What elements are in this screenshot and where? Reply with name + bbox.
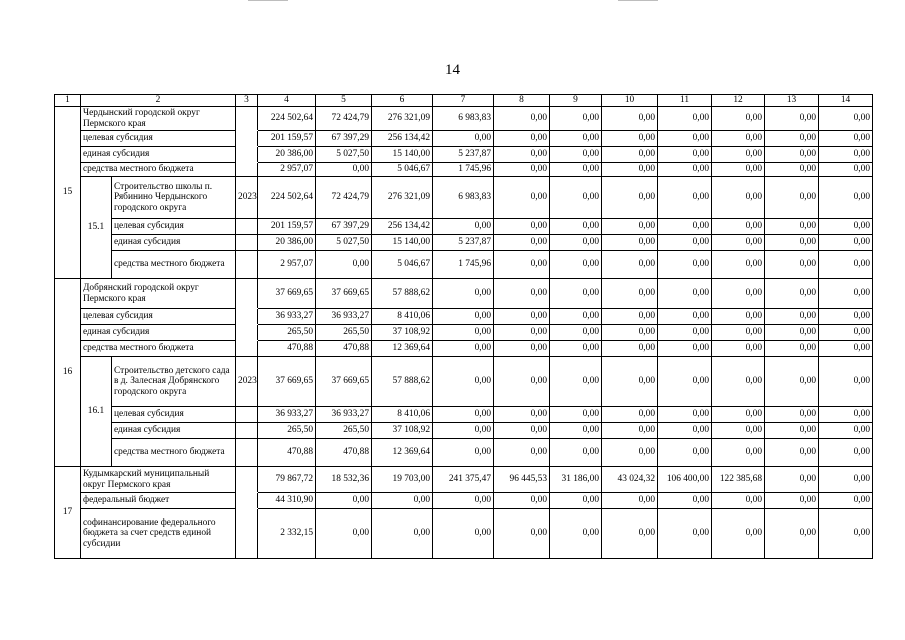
value-cell: 37 108,92 — [372, 423, 433, 439]
column-header-3: 3 — [236, 95, 258, 107]
value-cell: 0,00 — [658, 147, 712, 163]
row-label: единая субсидия — [112, 235, 236, 251]
value-cell: 0,00 — [819, 357, 873, 407]
value-cell: 31 186,00 — [550, 467, 602, 493]
value-cell: 0,00 — [550, 341, 602, 357]
table-row — [55, 341, 873, 357]
value-cell: 0,00 — [712, 509, 765, 559]
table-row — [55, 251, 873, 279]
value-cell: 0,00 — [712, 177, 765, 219]
value-cell: 0,00 — [765, 509, 819, 559]
value-cell: 0,00 — [658, 357, 712, 407]
value-cell: 241 375,47 — [433, 467, 494, 493]
value-cell: 0,00 — [433, 423, 494, 439]
value-cell: 0,00 — [712, 493, 765, 509]
value-cell: 201 159,57 — [258, 219, 316, 235]
table-row — [55, 235, 873, 251]
value-cell: 0,00 — [550, 177, 602, 219]
value-cell: 0,00 — [658, 251, 712, 279]
value-cell: 0,00 — [602, 279, 658, 309]
value-cell: 0,00 — [316, 509, 372, 559]
column-header-5: 5 — [316, 95, 372, 107]
value-cell: 0,00 — [765, 341, 819, 357]
value-cell: 0,00 — [819, 341, 873, 357]
value-cell: 0,00 — [765, 107, 819, 131]
value-cell: 0,00 — [494, 235, 550, 251]
row-number: 15 — [55, 107, 81, 279]
value-cell: 0,00 — [433, 407, 494, 423]
year-cell — [236, 423, 258, 439]
value-cell: 0,00 — [712, 357, 765, 407]
value-cell: 0,00 — [765, 325, 819, 341]
value-cell: 0,00 — [550, 509, 602, 559]
value-cell: 0,00 — [602, 325, 658, 341]
value-cell: 0,00 — [658, 439, 712, 467]
value-cell: 0,00 — [550, 131, 602, 147]
top-rule-right — [618, 0, 658, 1]
column-header-7: 7 — [433, 95, 494, 107]
value-cell: 0,00 — [658, 493, 712, 509]
subrow-number: 15.1 — [81, 177, 112, 279]
value-cell: 0,00 — [494, 407, 550, 423]
column-header-13: 13 — [765, 95, 819, 107]
value-cell: 72 424,79 — [316, 107, 372, 131]
value-cell: 0,00 — [819, 235, 873, 251]
value-cell: 18 532,36 — [316, 467, 372, 493]
value-cell: 0,00 — [550, 423, 602, 439]
value-cell: 0,00 — [765, 177, 819, 219]
value-cell: 0,00 — [602, 131, 658, 147]
value-cell: 0,00 — [658, 325, 712, 341]
value-cell: 0,00 — [819, 279, 873, 309]
value-cell: 36 933,27 — [258, 309, 316, 325]
value-cell: 5 237,87 — [433, 147, 494, 163]
table-row — [55, 325, 873, 341]
value-cell: 470,88 — [316, 439, 372, 467]
value-cell: 20 386,00 — [258, 235, 316, 251]
column-header-1: 1 — [55, 95, 81, 107]
value-cell: 0,00 — [316, 493, 372, 509]
value-cell: 0,00 — [765, 357, 819, 407]
value-cell: 0,00 — [316, 163, 372, 177]
value-cell: 0,00 — [602, 407, 658, 423]
value-cell: 0,00 — [658, 423, 712, 439]
value-cell: 0,00 — [433, 219, 494, 235]
value-cell: 0,00 — [712, 235, 765, 251]
value-cell: 0,00 — [819, 407, 873, 423]
value-cell: 0,00 — [494, 309, 550, 325]
value-cell: 0,00 — [550, 357, 602, 407]
value-cell: 0,00 — [819, 147, 873, 163]
value-cell: 0,00 — [765, 131, 819, 147]
value-cell: 0,00 — [765, 423, 819, 439]
value-cell: 0,00 — [765, 235, 819, 251]
value-cell: 0,00 — [602, 357, 658, 407]
column-header-12: 12 — [712, 95, 765, 107]
table-row — [55, 177, 873, 219]
value-cell: 0,00 — [494, 325, 550, 341]
value-cell: 0,00 — [819, 177, 873, 219]
table-row — [55, 493, 873, 509]
value-cell: 0,00 — [712, 147, 765, 163]
value-cell: 37 669,65 — [316, 357, 372, 407]
table-row — [55, 163, 873, 177]
value-cell: 0,00 — [602, 439, 658, 467]
value-cell: 0,00 — [372, 493, 433, 509]
value-cell: 0,00 — [658, 279, 712, 309]
row-label: средства местного бюджета — [81, 341, 236, 357]
value-cell: 36 933,27 — [316, 407, 372, 423]
year-cell: 2023 — [236, 357, 258, 407]
value-cell: 0,00 — [433, 509, 494, 559]
value-cell: 276 321,09 — [372, 177, 433, 219]
year-cell — [236, 467, 258, 493]
table-row — [55, 423, 873, 439]
value-cell: 0,00 — [433, 131, 494, 147]
value-cell: 0,00 — [658, 309, 712, 325]
value-cell: 0,00 — [765, 439, 819, 467]
value-cell: 0,00 — [550, 107, 602, 131]
table-row — [55, 467, 873, 493]
value-cell: 0,00 — [602, 163, 658, 177]
row-label: Добрянский городской округ Пермского края — [81, 279, 236, 309]
column-header-6: 6 — [372, 95, 433, 107]
value-cell: 0,00 — [658, 407, 712, 423]
value-cell: 1 745,96 — [433, 251, 494, 279]
value-cell: 19 703,00 — [372, 467, 433, 493]
value-cell: 2 957,07 — [258, 251, 316, 279]
value-cell: 0,00 — [712, 279, 765, 309]
value-cell: 201 159,57 — [258, 131, 316, 147]
value-cell: 0,00 — [819, 107, 873, 131]
value-cell: 0,00 — [494, 219, 550, 235]
value-cell: 0,00 — [765, 219, 819, 235]
table-row — [55, 407, 873, 423]
row-label: средства местного бюджета — [81, 163, 236, 177]
value-cell: 37 669,65 — [316, 279, 372, 309]
value-cell: 0,00 — [765, 163, 819, 177]
year-cell — [236, 509, 258, 559]
value-cell: 0,00 — [819, 309, 873, 325]
value-cell: 0,00 — [550, 147, 602, 163]
column-header-2: 2 — [81, 95, 236, 107]
value-cell: 43 024,32 — [602, 467, 658, 493]
row-label: единая субсидия — [81, 325, 236, 341]
value-cell: 0,00 — [494, 131, 550, 147]
value-cell: 0,00 — [712, 325, 765, 341]
value-cell: 265,50 — [316, 423, 372, 439]
value-cell: 0,00 — [550, 251, 602, 279]
value-cell: 67 397,29 — [316, 131, 372, 147]
value-cell: 57 888,62 — [372, 279, 433, 309]
year-cell — [236, 407, 258, 423]
value-cell: 0,00 — [602, 493, 658, 509]
row-label: целевая субсидия — [81, 309, 236, 325]
value-cell: 0,00 — [712, 131, 765, 147]
value-cell: 8 410,06 — [372, 407, 433, 423]
column-header-11: 11 — [658, 95, 712, 107]
value-cell: 0,00 — [765, 251, 819, 279]
year-cell — [236, 325, 258, 341]
row-number: 16 — [55, 279, 81, 467]
budget-table — [54, 94, 873, 559]
value-cell: 44 310,90 — [258, 493, 316, 509]
column-header-8: 8 — [494, 95, 550, 107]
value-cell: 72 424,79 — [316, 177, 372, 219]
value-cell: 0,00 — [602, 423, 658, 439]
value-cell: 0,00 — [433, 341, 494, 357]
table-row — [55, 309, 873, 325]
column-header-4: 4 — [258, 95, 316, 107]
value-cell: 276 321,09 — [372, 107, 433, 131]
year-cell — [236, 163, 258, 177]
year-cell — [236, 439, 258, 467]
value-cell: 0,00 — [550, 407, 602, 423]
row-label: средства местного бюджета — [112, 251, 236, 279]
row-label: федеральный бюджет — [81, 493, 236, 509]
value-cell: 0,00 — [819, 509, 873, 559]
value-cell: 0,00 — [819, 325, 873, 341]
value-cell: 0,00 — [433, 309, 494, 325]
year-cell: 2023 — [236, 177, 258, 219]
row-label: Строительство школы п. Рябинино Чердынского городского округа — [112, 177, 236, 219]
year-cell — [236, 219, 258, 235]
row-label: единая субсидия — [81, 147, 236, 163]
value-cell: 37 669,65 — [258, 357, 316, 407]
table-row — [55, 509, 873, 559]
row-label: Кудымкарский муниципальный округ Пермского края — [81, 467, 236, 493]
value-cell: 265,50 — [258, 423, 316, 439]
value-cell: 0,00 — [765, 279, 819, 309]
year-cell — [236, 309, 258, 325]
value-cell: 224 502,64 — [258, 107, 316, 131]
value-cell: 0,00 — [712, 309, 765, 325]
year-cell — [236, 235, 258, 251]
value-cell: 0,00 — [316, 251, 372, 279]
value-cell: 67 397,29 — [316, 219, 372, 235]
value-cell: 0,00 — [765, 147, 819, 163]
value-cell: 5 027,50 — [316, 235, 372, 251]
value-cell: 5 237,87 — [433, 235, 494, 251]
value-cell: 0,00 — [602, 219, 658, 235]
top-rule-left — [248, 0, 288, 1]
value-cell: 470,88 — [258, 439, 316, 467]
value-cell: 0,00 — [550, 279, 602, 309]
value-cell: 0,00 — [819, 439, 873, 467]
value-cell: 0,00 — [712, 163, 765, 177]
value-cell: 0,00 — [765, 467, 819, 493]
value-cell: 0,00 — [494, 279, 550, 309]
value-cell: 0,00 — [602, 309, 658, 325]
value-cell: 0,00 — [658, 177, 712, 219]
value-cell: 0,00 — [433, 439, 494, 467]
value-cell: 57 888,62 — [372, 357, 433, 407]
value-cell: 106 400,00 — [658, 467, 712, 493]
row-label: целевая субсидия — [112, 219, 236, 235]
table-row — [55, 107, 873, 131]
value-cell: 265,50 — [316, 325, 372, 341]
value-cell: 0,00 — [494, 177, 550, 219]
value-cell: 0,00 — [602, 235, 658, 251]
value-cell: 1 745,96 — [433, 163, 494, 177]
column-header-10: 10 — [602, 95, 658, 107]
value-cell: 0,00 — [602, 509, 658, 559]
value-cell: 12 369,64 — [372, 341, 433, 357]
value-cell: 0,00 — [494, 251, 550, 279]
value-cell: 470,88 — [316, 341, 372, 357]
value-cell: 0,00 — [712, 107, 765, 131]
value-cell: 0,00 — [712, 407, 765, 423]
value-cell: 0,00 — [550, 235, 602, 251]
subrow-number: 16.1 — [81, 357, 112, 467]
row-label: целевая субсидия — [112, 407, 236, 423]
value-cell: 0,00 — [658, 163, 712, 177]
value-cell: 0,00 — [433, 279, 494, 309]
value-cell: 0,00 — [658, 219, 712, 235]
value-cell: 6 983,83 — [433, 177, 494, 219]
value-cell: 0,00 — [550, 219, 602, 235]
page-number: 14 — [445, 62, 460, 78]
value-cell: 36 933,27 — [258, 407, 316, 423]
value-cell: 15 140,00 — [372, 147, 433, 163]
value-cell: 37 108,92 — [372, 325, 433, 341]
value-cell: 0,00 — [658, 107, 712, 131]
value-cell: 0,00 — [494, 509, 550, 559]
table-row — [55, 131, 873, 147]
value-cell: 0,00 — [494, 147, 550, 163]
value-cell: 2 332,15 — [258, 509, 316, 559]
row-number: 17 — [55, 467, 81, 559]
table-row — [55, 279, 873, 309]
value-cell: 0,00 — [494, 493, 550, 509]
header-row — [55, 95, 873, 107]
value-cell: 0,00 — [433, 493, 494, 509]
value-cell: 0,00 — [550, 309, 602, 325]
value-cell: 0,00 — [658, 341, 712, 357]
value-cell: 0,00 — [494, 163, 550, 177]
value-cell: 0,00 — [494, 341, 550, 357]
value-cell: 0,00 — [819, 251, 873, 279]
year-cell — [236, 107, 258, 131]
column-header-14: 14 — [819, 95, 873, 107]
table-row — [55, 357, 873, 407]
table-row — [55, 439, 873, 467]
value-cell: 470,88 — [258, 341, 316, 357]
value-cell: 2 957,07 — [258, 163, 316, 177]
value-cell: 0,00 — [712, 219, 765, 235]
value-cell: 20 386,00 — [258, 147, 316, 163]
year-cell — [236, 341, 258, 357]
value-cell: 0,00 — [658, 509, 712, 559]
column-header-9: 9 — [550, 95, 602, 107]
value-cell: 0,00 — [494, 107, 550, 131]
value-cell: 0,00 — [712, 251, 765, 279]
value-cell: 0,00 — [765, 407, 819, 423]
value-cell: 0,00 — [602, 147, 658, 163]
value-cell: 0,00 — [602, 177, 658, 219]
value-cell: 122 385,68 — [712, 467, 765, 493]
value-cell: 8 410,06 — [372, 309, 433, 325]
value-cell: 0,00 — [433, 357, 494, 407]
value-cell: 37 669,65 — [258, 279, 316, 309]
value-cell: 0,00 — [819, 219, 873, 235]
value-cell: 36 933,27 — [316, 309, 372, 325]
value-cell: 0,00 — [819, 163, 873, 177]
value-cell: 0,00 — [602, 107, 658, 131]
value-cell: 224 502,64 — [258, 177, 316, 219]
value-cell: 0,00 — [712, 423, 765, 439]
value-cell: 0,00 — [819, 423, 873, 439]
year-cell — [236, 493, 258, 509]
value-cell: 5 027,50 — [316, 147, 372, 163]
value-cell: 256 134,42 — [372, 219, 433, 235]
value-cell: 0,00 — [658, 131, 712, 147]
value-cell: 79 867,72 — [258, 467, 316, 493]
value-cell: 0,00 — [712, 341, 765, 357]
year-cell — [236, 147, 258, 163]
year-cell — [236, 251, 258, 279]
value-cell: 0,00 — [494, 357, 550, 407]
value-cell: 0,00 — [494, 423, 550, 439]
value-cell: 0,00 — [765, 493, 819, 509]
value-cell: 15 140,00 — [372, 235, 433, 251]
value-cell: 0,00 — [819, 467, 873, 493]
value-cell: 265,50 — [258, 325, 316, 341]
value-cell: 12 369,64 — [372, 439, 433, 467]
row-label: Чердынский городской округ Пермского края — [81, 107, 236, 131]
value-cell: 0,00 — [550, 493, 602, 509]
value-cell: 96 445,53 — [494, 467, 550, 493]
row-label: средства местного бюджета — [112, 439, 236, 467]
year-cell — [236, 279, 258, 309]
row-label: единая субсидия — [112, 423, 236, 439]
value-cell: 0,00 — [819, 131, 873, 147]
value-cell: 0,00 — [494, 439, 550, 467]
value-cell: 0,00 — [765, 309, 819, 325]
table-row — [55, 219, 873, 235]
value-cell: 6 983,83 — [433, 107, 494, 131]
value-cell: 0,00 — [819, 493, 873, 509]
year-cell — [236, 131, 258, 147]
value-cell: 0,00 — [550, 163, 602, 177]
value-cell: 256 134,42 — [372, 131, 433, 147]
row-label: целевая субсидия — [81, 131, 236, 147]
value-cell: 0,00 — [602, 251, 658, 279]
value-cell: 0,00 — [550, 439, 602, 467]
table-row — [55, 147, 873, 163]
row-label: Строительство детского сада в д. Залесная Добрянского городского округа — [112, 357, 236, 407]
value-cell: 0,00 — [602, 341, 658, 357]
value-cell: 0,00 — [372, 509, 433, 559]
value-cell: 0,00 — [550, 325, 602, 341]
value-cell: 5 046,67 — [372, 163, 433, 177]
value-cell: 0,00 — [712, 439, 765, 467]
value-cell: 0,00 — [658, 235, 712, 251]
row-label: софинансирование федерального бюджета за счет средств единой субсидии — [81, 509, 236, 559]
value-cell: 5 046,67 — [372, 251, 433, 279]
value-cell: 0,00 — [433, 325, 494, 341]
